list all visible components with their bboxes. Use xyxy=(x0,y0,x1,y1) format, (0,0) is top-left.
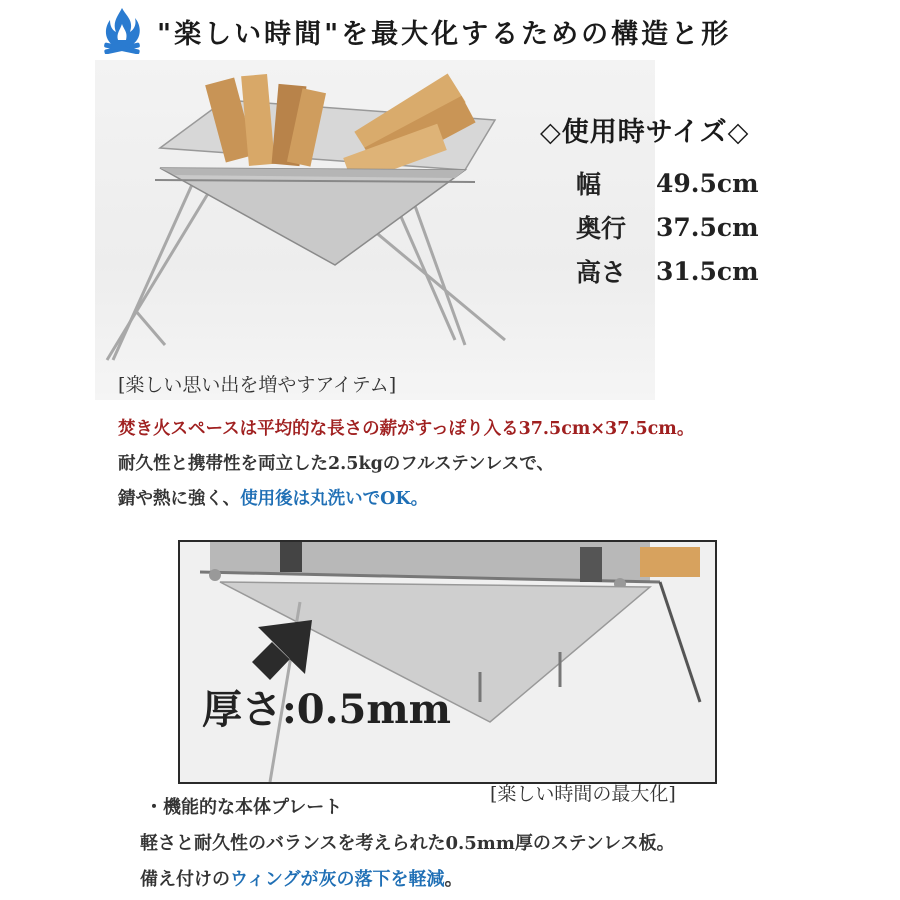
description-text: 錆や熱に強く、 xyxy=(118,489,241,509)
size-label: 奥行 xyxy=(576,214,627,243)
size-value: 37.5cm xyxy=(656,212,759,242)
feature-block xyxy=(140,790,840,898)
image-caption: [楽しい時間の最大化] xyxy=(490,783,676,805)
description-line: 耐久性と携帯性を両立した2.5kgのフルステンレスで、 xyxy=(118,454,555,474)
header xyxy=(0,0,900,60)
highlight-text: ウィングが灰の落下を軽減 xyxy=(230,869,445,890)
description-block xyxy=(118,412,818,517)
feature-title: ・機能的な本体プレート xyxy=(145,797,343,818)
size-label: 高さ xyxy=(576,258,627,287)
image-caption: [楽しい思い出を増やすアイテム] xyxy=(118,374,397,396)
size-heading: ◇使用時サイズ◇ xyxy=(540,117,750,148)
highlight-text: 使用後は丸洗いでOK。 xyxy=(240,489,429,509)
size-row-depth xyxy=(540,205,800,249)
description-line: 焚き火スペースは平均的な長さの薪がすっぽり入る37.5cm×37.5cm。 xyxy=(118,419,695,439)
size-label: 幅 xyxy=(576,170,602,199)
plate-illustration xyxy=(180,542,715,782)
feature-text: 備え付けの xyxy=(140,869,230,890)
size-row-width xyxy=(540,161,800,205)
size-row-height xyxy=(540,249,800,293)
page-title: "楽しい時間"を最大化するための構造と形 xyxy=(157,19,732,50)
feature-text: 。 xyxy=(444,869,463,890)
feature-line xyxy=(140,862,840,898)
size-value: 31.5cm xyxy=(656,256,759,286)
description-line xyxy=(118,482,818,517)
size-value: 49.5cm xyxy=(656,168,759,198)
feature-line: 軽さと耐久性のバランスを考えられた0.5mm厚のステンレス板。 xyxy=(140,833,675,854)
thickness-label: 厚さ:0.5mm xyxy=(202,686,452,733)
size-spec xyxy=(540,110,800,293)
campfire-icon xyxy=(100,6,144,54)
plate-closeup-image xyxy=(178,540,717,784)
